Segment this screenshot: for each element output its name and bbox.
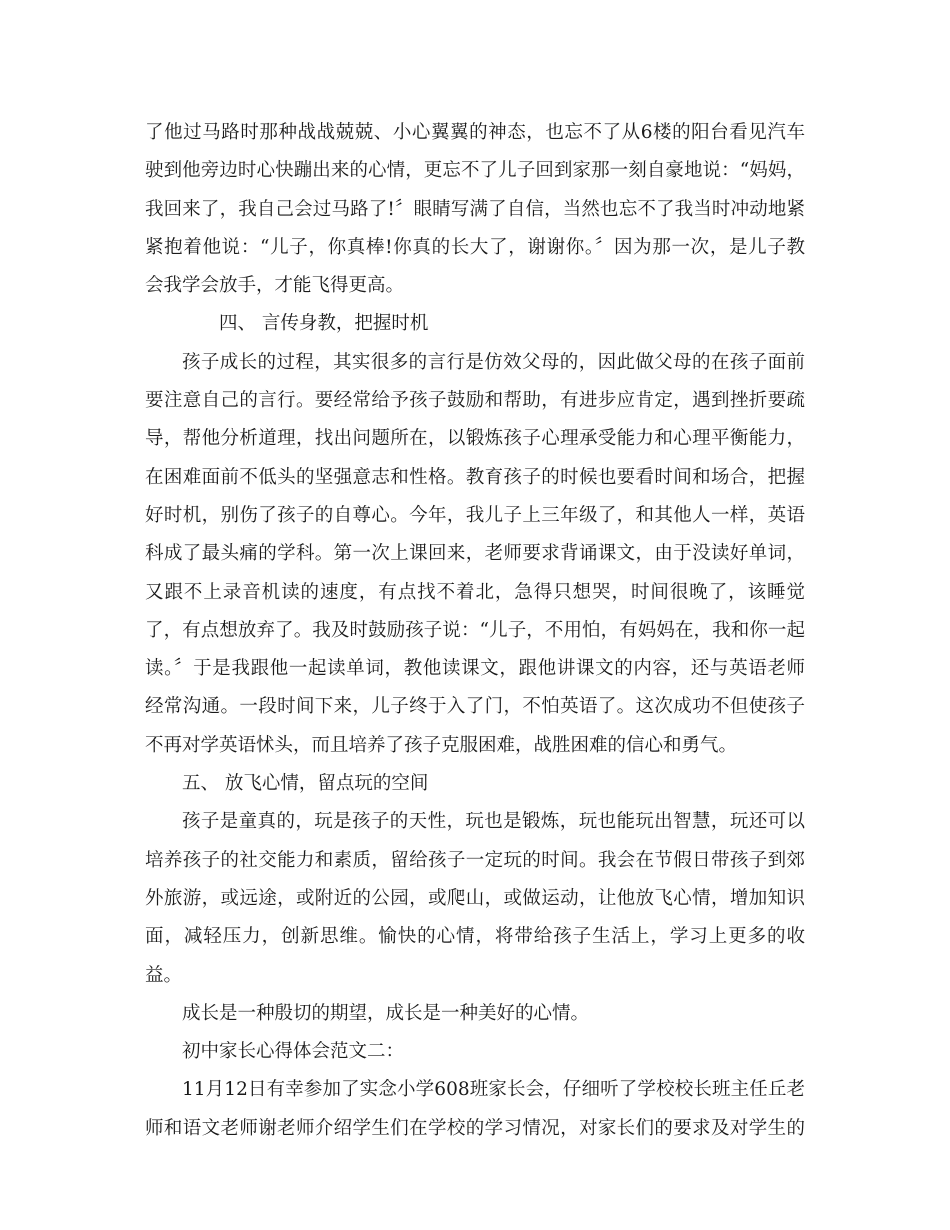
text-line: 又跟不上录音机读的速度，有点找不着北，急得只想哭，时间很晚了，该睡觉 [145, 581, 805, 603]
section-heading [145, 305, 805, 343]
text-line: 了，有点想放弃了。我及时鼓励孩子说：“儿子，不用怕，有妈妈在，我和你一起 [145, 619, 805, 641]
document-body [145, 114, 805, 1148]
paragraph [145, 803, 805, 994]
section-heading [145, 765, 805, 803]
text-line: 导，帮他分析道理，找出问题所在，以锻炼孩子心理承受能力和心理平衡能力， [145, 428, 805, 450]
text-line: 科成了最头痛的学科。第一次上课回来，老师要求背诵课文，由于没读好单词， [145, 543, 805, 565]
text-line: 培养孩子的社交能力和素质，留给孩子一定玩的时间。我会在节假日带孩子到郊 [145, 849, 805, 871]
heading-text: 初中家长心得体会范文二： [182, 1041, 405, 1063]
heading-text: 四、 言传身教，把握时机 [219, 313, 429, 335]
text-line: 孩子成长的过程，其实很多的言行是仿效父母的，因此做父母的在孩子面前 [182, 351, 805, 373]
text-line: 师和语文老师谢老师介绍学生们在学校的学习情况，对家长们的要求及对学生的 [145, 1117, 805, 1139]
text-line: 不再对学英语怵头，而且培养了孩子克服困难，战胜困难的信心和勇气。 [145, 734, 738, 756]
text-line: 驶到他旁边时心快蹦出来的心情，更忘不了儿子回到家那一刻自豪地说：“妈妈， [145, 160, 805, 182]
text-line: 要注意自己的言行。要经常给予孩子鼓励和帮助，有进步应肯定，遇到挫折要疏 [145, 390, 805, 412]
text-line: 在困难面前不低头的坚强意志和性格。教育孩子的时候也要看时间和场合，把握 [145, 466, 805, 488]
paragraph [145, 1071, 805, 1148]
paragraph [145, 114, 805, 305]
paragraph [145, 995, 805, 1033]
text-line: 了他过马路时那种战战兢兢、小心翼翼的神态，也忘不了从6楼的阳台看见汽车 [145, 122, 805, 143]
text-line: 益。 [145, 964, 183, 986]
paragraph [145, 344, 805, 765]
text-line: 成长是一种殷切的期望，成长是一种美好的心情。 [182, 1002, 590, 1024]
text-line: 读。〞于是我跟他一起读单词，教他读课文，跟他讲课文的内容，还与英语老师 [145, 658, 805, 680]
text-line: 会我学会放手，才能飞得更高。 [145, 275, 405, 297]
section-heading [145, 1033, 805, 1071]
heading-text: 五、 放飞心情，留点玩的空间 [182, 773, 429, 795]
text-line: 经常沟通。一段时间下来，儿子终于入了门，不怕英语了。这次成功不但使孩子 [145, 696, 805, 718]
text-line: 孩子是童真的，玩是孩子的天性，玩也是锻炼，玩也能玩出智慧，玩还可以 [182, 811, 805, 833]
text-line: 面，减轻压力，创新思维。愉快的心情，将带给孩子生活上，学习上更多的收 [145, 926, 805, 948]
text-line: 好时机，别伤了孩子的自尊心。今年，我儿子上三年级了，和其他人一样，英语 [145, 504, 805, 526]
text-line: 11月12日有幸参加了实念小学608班家长会，仔细听了学校校长班主任丘老 [182, 1079, 805, 1101]
text-line: 我回来了，我自己会过马路了!〞眼睛写满了自信，当然也忘不了我当时冲动地紧 [145, 198, 805, 220]
text-line: 外旅游，或远途，或附近的公园，或爬山，或做运动，让他放飞心情，增加知识 [145, 887, 805, 909]
text-line: 紧抱着他说：“儿子，你真棒!你真的长大了，谢谢你。〞因为那一次，是儿子教 [145, 236, 805, 258]
